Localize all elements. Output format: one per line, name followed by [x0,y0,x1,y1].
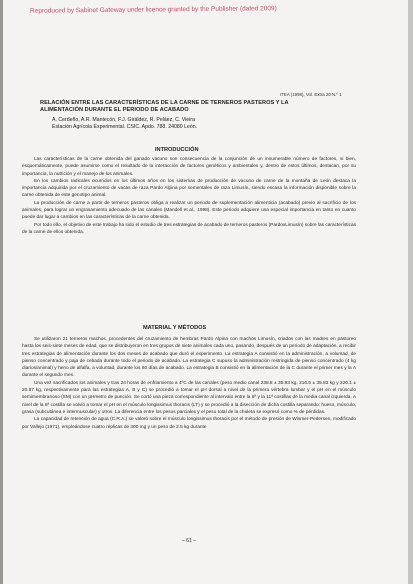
scan-edge-left [0,0,3,584]
intro-heading: INTRODUCCIÓN [155,147,199,153]
page-number: – 61 – [182,538,196,544]
intro-paragraph: En los cambios radicales ocurridos en los últimos años en los sistemas de producción de vacuno de carne de la montaña de León destaca la importancia adquirida por el cruzamiento de vacas de raza Pardo Alpina por sementales de raza Limusín, siendo escasa la información disponible sobre la carne obtenida de este genotipo animal. [22,178,356,199]
author-block [52,117,322,130]
methods-heading: MATERIAL Y MÉTODOS [143,325,207,331]
methods-paragraph: Una vez sacrificados los animales y tras 24 horas de enfriamiento a 4ºC de las canales (peso medio canal 238.8 ± 35.93 kg, 216.5 ± 35.83 kg y 220.1 ± 20.87 kg, respectivamente para las estrategias A, B y C) se procedió a tomar el pH dorsal a nivel de la primera vértebra lumbar y el pH en el músculo semimembranoso (SM) con un pHmetro de punción. Se cortó una pieza correspondiente al intervalo entre la 6ª y la 11ª costillas de la media canal izquierda. A nivel de la 6ª costilla se volvió a tomar el pH en el músculo longissimus thoracis (LT) y se procedió a la disección de dicha costilla separando: hueso, músculo, grasa (subcutánea e intermuscular) y otros. La diferencia entre los pesos parciales y el peso total de la chuleta se expresó como % de pérdidas. [22,380,356,415]
intro-paragraph: Por todo ello, el objetivo de este trabajo ha sido el estudio de tres estrategias de acabado de terneros pasteros (PardoxLimusín) sobre las características de la carne de ellos obtenida. [22,222,356,235]
intro-paragraph: Las características de la carne obtenida del ganado vacuno son consecuencia de la conjunción de un innumerable número de factores, si bien, esquemáticamente, puede asumirse como el resultado de la interacción de factores genéticos y ambientales y, dentro de estos últimos, destacan, por su importancia, la nutrición y el manejo de los animales. [22,157,356,177]
methods-paragraph: Se utilizaron 21 terneros machos, procedentes del cruzamiento de hembras Pardo Alpina con machos Limusín, criados con las madres en pastoreo hasta los seis-siete meses de edad, que se distribuyeron en tres grupos de siete animales cada uno, pasando, después de un periodo de adaptación, a recibir tres estrategias de alimentación durante los dos meses de acabado que duró el experimento. La estrategia A consistió en la administración, a voluntad, de pienso concentrado y paja de cebada durante todo el periodo de acabado. La estrategia C supuso la administración restringida de pienso concentrado (4 kg diarios/animal) y heno de alfalfa, a voluntad, durante los 60 días de acabado. La estrategia B consistió en la alimentación de la C durante el primer mes y la A durante el segundo mes. [22,337,356,379]
intro-body [22,156,356,236]
scan-edge-right [408,0,413,584]
author-list: A. Cerdeño, A.R. Mantecón, F.J. Giráldez, R. Peláez, C. Vieira [52,117,195,123]
intro-paragraph: La producción de carne a partir de terneros pasteros obliga a realizar un periodo de suplementación alimenticia (acabado) previo al sacrificio de los animales, para lograr un engrasamiento adecuado de las canales (Mandell et al., 1998). Este periodo adquiere una especial importancia en tanto en cuanto puede dar lugar a cambios en las características de la carne obtenida. [22,200,356,221]
methods-body [22,336,356,431]
article-title: RELACIÓN ENTRE LAS CARACTERÍSTICAS DE LA CARNE DE TERNEROS PASTEROS Y LA ALIMENTACIÓN DURANTE EL PERIODO DE ACABADO [40,100,289,113]
copyright-watermark: Reproduced by Sabinet Gateway under licence granted by the Publisher (dated 2009) [29,5,277,15]
methods-paragraph: La capacidad de retención de agua (C.R.A.) se valoró sobre el músculo longissimus thoracis por el método de presión de Wismer-Pedersen, modificado por Vallejo (1971), empleándose cuatro réplicas de 300 mg y un peso de 2.5 kg durante [22,417,356,430]
journal-reference: ITEA (1998), Vol. Extra 20 N.º 1 [280,92,342,97]
author-affiliation: Estación Agrícola Experimental. CSIC. Apdo. 788. 24080 León. [52,123,198,130]
